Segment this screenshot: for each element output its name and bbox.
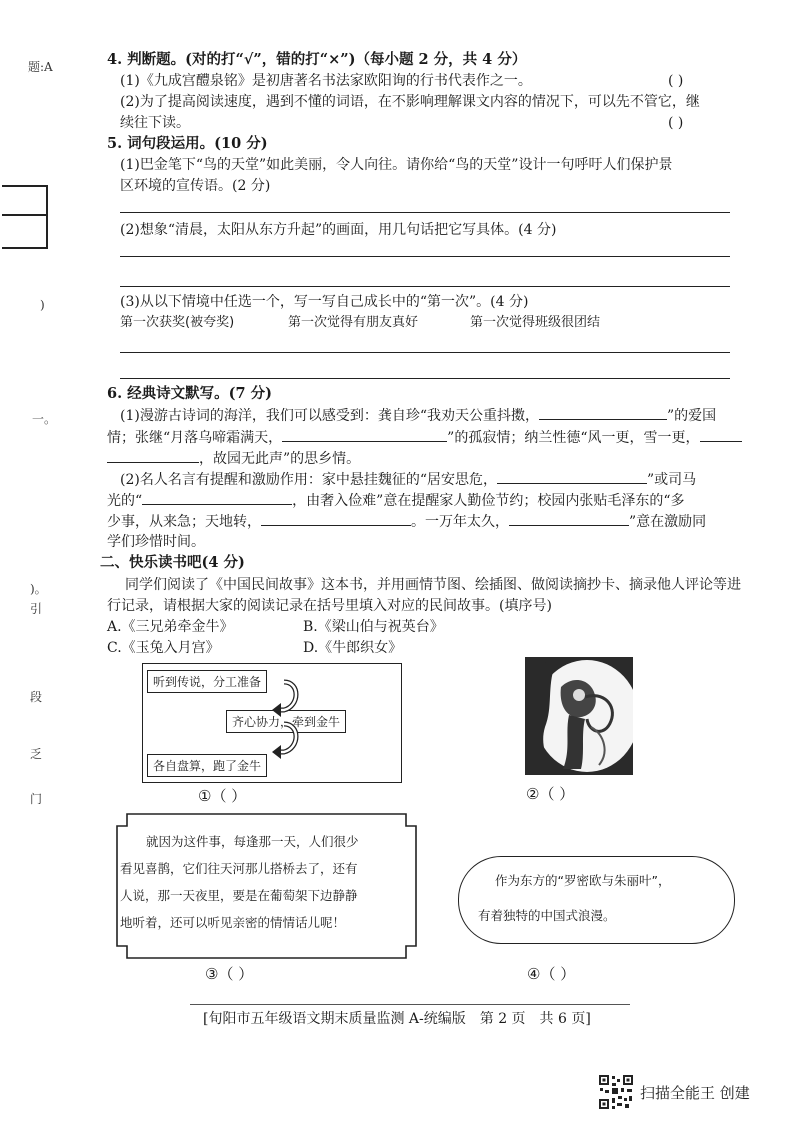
scanner-watermark: 扫描全能王 创建	[640, 1084, 750, 1102]
q6-blank-4[interactable]	[497, 469, 647, 484]
q5-item3-answer-line-1[interactable]	[120, 352, 730, 353]
q5-option-3: 第一次觉得班级很团结	[470, 315, 601, 330]
flow-step-3: 各自盘算，跑了金牛	[147, 754, 267, 777]
q6-p1-text-c: 情；张继“月落乌啼霜满天，	[107, 430, 283, 446]
q6-p2-line3	[107, 511, 706, 532]
q6-blank-2[interactable]	[282, 427, 447, 442]
q6-p2-text-b: ”或司马	[647, 472, 697, 488]
q5-item2-answer-line-1[interactable]	[120, 256, 730, 257]
q6-p2-text-a: (2)名人名言有提醒和激励作用：家中悬挂魏征的“居安思危，	[120, 472, 497, 488]
q4-item1-answer[interactable]: ( )	[668, 73, 684, 89]
flow-arrows	[270, 672, 306, 762]
margin-mark-1: )	[40, 298, 45, 312]
part2-intro-line2: 行记录，请根据大家的阅读记录在括号里填入对应的民间故事。(填序号)	[107, 598, 552, 614]
q6-p2-line2	[107, 490, 685, 511]
page-footer: [旬阳市五年级语文期末质量监测 A-统编版 第 2 页 共 6 页]	[203, 1011, 591, 1027]
q5-item2-answer-line-2[interactable]	[120, 286, 730, 287]
q6-p2-text-f: 。一万年太久，	[411, 514, 509, 530]
q5-item1-line1: (1)巴金笔下“鸟的天堂”如此美丽，令人向往。请你给“鸟的天堂”设计一句呼吁人们保护景	[120, 157, 673, 173]
excerpt-line-4: 地听着，还可以听见亲密的情情话儿呢！	[120, 915, 346, 930]
q6-p2-text-c: 光的“	[107, 493, 143, 509]
q4-item2-line2: 续往下读。	[120, 115, 190, 131]
q5-item1-line2: 区环境的宣传语。(2 分)	[120, 178, 271, 194]
qr-code-icon	[598, 1074, 634, 1110]
q6-p1-line3	[107, 448, 360, 469]
q4-item1: (1)《九成宫醴泉铭》是初唐著名书法家欧阳询的行书代表作之一。	[120, 73, 532, 89]
margin-mark-7: 门	[30, 792, 43, 806]
part2-title: 二、快乐读书吧(4 分)	[100, 554, 245, 571]
q6-p1-text-b: ”的爱国	[667, 408, 717, 424]
answer-label-1[interactable]: ①（ ）	[198, 787, 247, 805]
q6-p2-line4: 学们珍惜时间。	[107, 534, 205, 550]
margin-bracket	[2, 185, 48, 249]
answer-label-3[interactable]: ③（ ）	[205, 965, 254, 983]
answer-label-4[interactable]: ④（ ）	[527, 965, 576, 983]
q5-item1-answer-line[interactable]	[120, 212, 730, 213]
q6-title: 6. 经典诗文默写。(7 分)	[107, 385, 273, 402]
q6-blank-3a[interactable]	[700, 427, 742, 442]
q6-blank-7[interactable]	[509, 511, 629, 526]
flow-step-2: 齐心协力，牵到金牛	[226, 710, 346, 733]
q6-p2-text-e: 少事，从来急；天地转，	[107, 514, 261, 530]
q5-option-1: 第一次获奖(被夸奖)	[120, 315, 235, 330]
margin-mark-5: 段	[30, 690, 43, 704]
part2-option-d: D.《牛郎织女》	[303, 640, 403, 656]
part2-option-a: A.《三兄弟牵金牛》	[107, 619, 234, 635]
q6-p1-line1	[120, 405, 716, 426]
margin-mark-6: 乏	[30, 747, 43, 761]
q5-item3: (3)从以下情境中任选一个，写一写自己成长中的“第一次”。(4 分)	[120, 294, 529, 310]
part2-option-b: B.《梁山伯与祝英台》	[303, 619, 444, 635]
q6-p2-text-d: ，由奢入俭难”意在提醒家人勤俭节约；校园内张贴毛泽东的“多	[292, 493, 685, 509]
footer-rule	[190, 1004, 630, 1005]
margin-mark-3: )。	[30, 582, 47, 596]
excerpt-line-1: 就因为这件事，每逢那一天，人们很少	[146, 834, 359, 849]
comment-line-2: 有着独特的中国式浪漫。	[478, 908, 616, 923]
margin-bracket-mid	[2, 214, 46, 216]
margin-mark-top: 题:A	[28, 60, 53, 74]
answer-label-2[interactable]: ②（ ）	[526, 785, 575, 803]
q5-item3-answer-line-2[interactable]	[120, 378, 730, 379]
q4-title: 4. 判断题。(对的打“√”，错的打“×”)（每小题 2 分，共 4 分）	[107, 51, 527, 68]
moon-illustration-image	[525, 657, 633, 775]
excerpt-line-2: 看见喜鹊，它们往天河那儿搭桥去了，还有	[120, 861, 358, 876]
q6-p1-text-d: ”的孤寂情；纳兰性德“风一更，雪一更，	[447, 430, 700, 446]
margin-mark-4: 引	[30, 602, 43, 616]
q6-p2-line1	[120, 469, 696, 490]
q6-p1-text-e: ，故园无此声”的思乡情。	[199, 451, 361, 467]
flow-step-1: 听到传说，分工准备	[147, 670, 267, 693]
q5-item2: (2)想象“清晨，太阳从东方升起”的画面，用几句话把它写具体。(4 分)	[120, 222, 557, 238]
margin-mark-2: 一。	[32, 412, 57, 426]
q4-item2-line1: (2)为了提高阅读速度，遇到不懂的词语，在不影响理解课文内容的情况下，可以先不管它，继	[120, 94, 700, 110]
q6-blank-5[interactable]	[142, 490, 292, 505]
part2-intro-line1: 同学们阅读了《中国民间故事》这本书，并用画情节图、绘插图、做阅读摘抄卡、摘录他人评论等进	[125, 577, 741, 593]
q5-title: 5. 词句段运用。(10 分)	[107, 135, 268, 152]
excerpt-line-3: 人说，那一天夜里，要是在葡萄架下边静静	[120, 888, 358, 903]
q6-blank-6[interactable]	[261, 511, 411, 526]
q5-option-2: 第一次觉得有朋友真好	[288, 315, 419, 330]
q4-item2-answer[interactable]: ( )	[668, 115, 684, 131]
q6-p2-text-g: ”意在激励同	[629, 514, 707, 530]
comment-line-1: 作为东方的“罗密欧与朱丽叶”，	[495, 873, 671, 888]
q6-p1-text-a: (1)漫游古诗词的海洋，我们可以感受到：龚自珍“我劝天公重抖擞，	[120, 408, 539, 424]
q6-p1-line2	[107, 427, 742, 448]
q6-blank-3b[interactable]	[107, 448, 199, 463]
q6-blank-1[interactable]	[539, 405, 667, 420]
part2-option-c: C.《玉兔入月宫》	[107, 640, 220, 656]
